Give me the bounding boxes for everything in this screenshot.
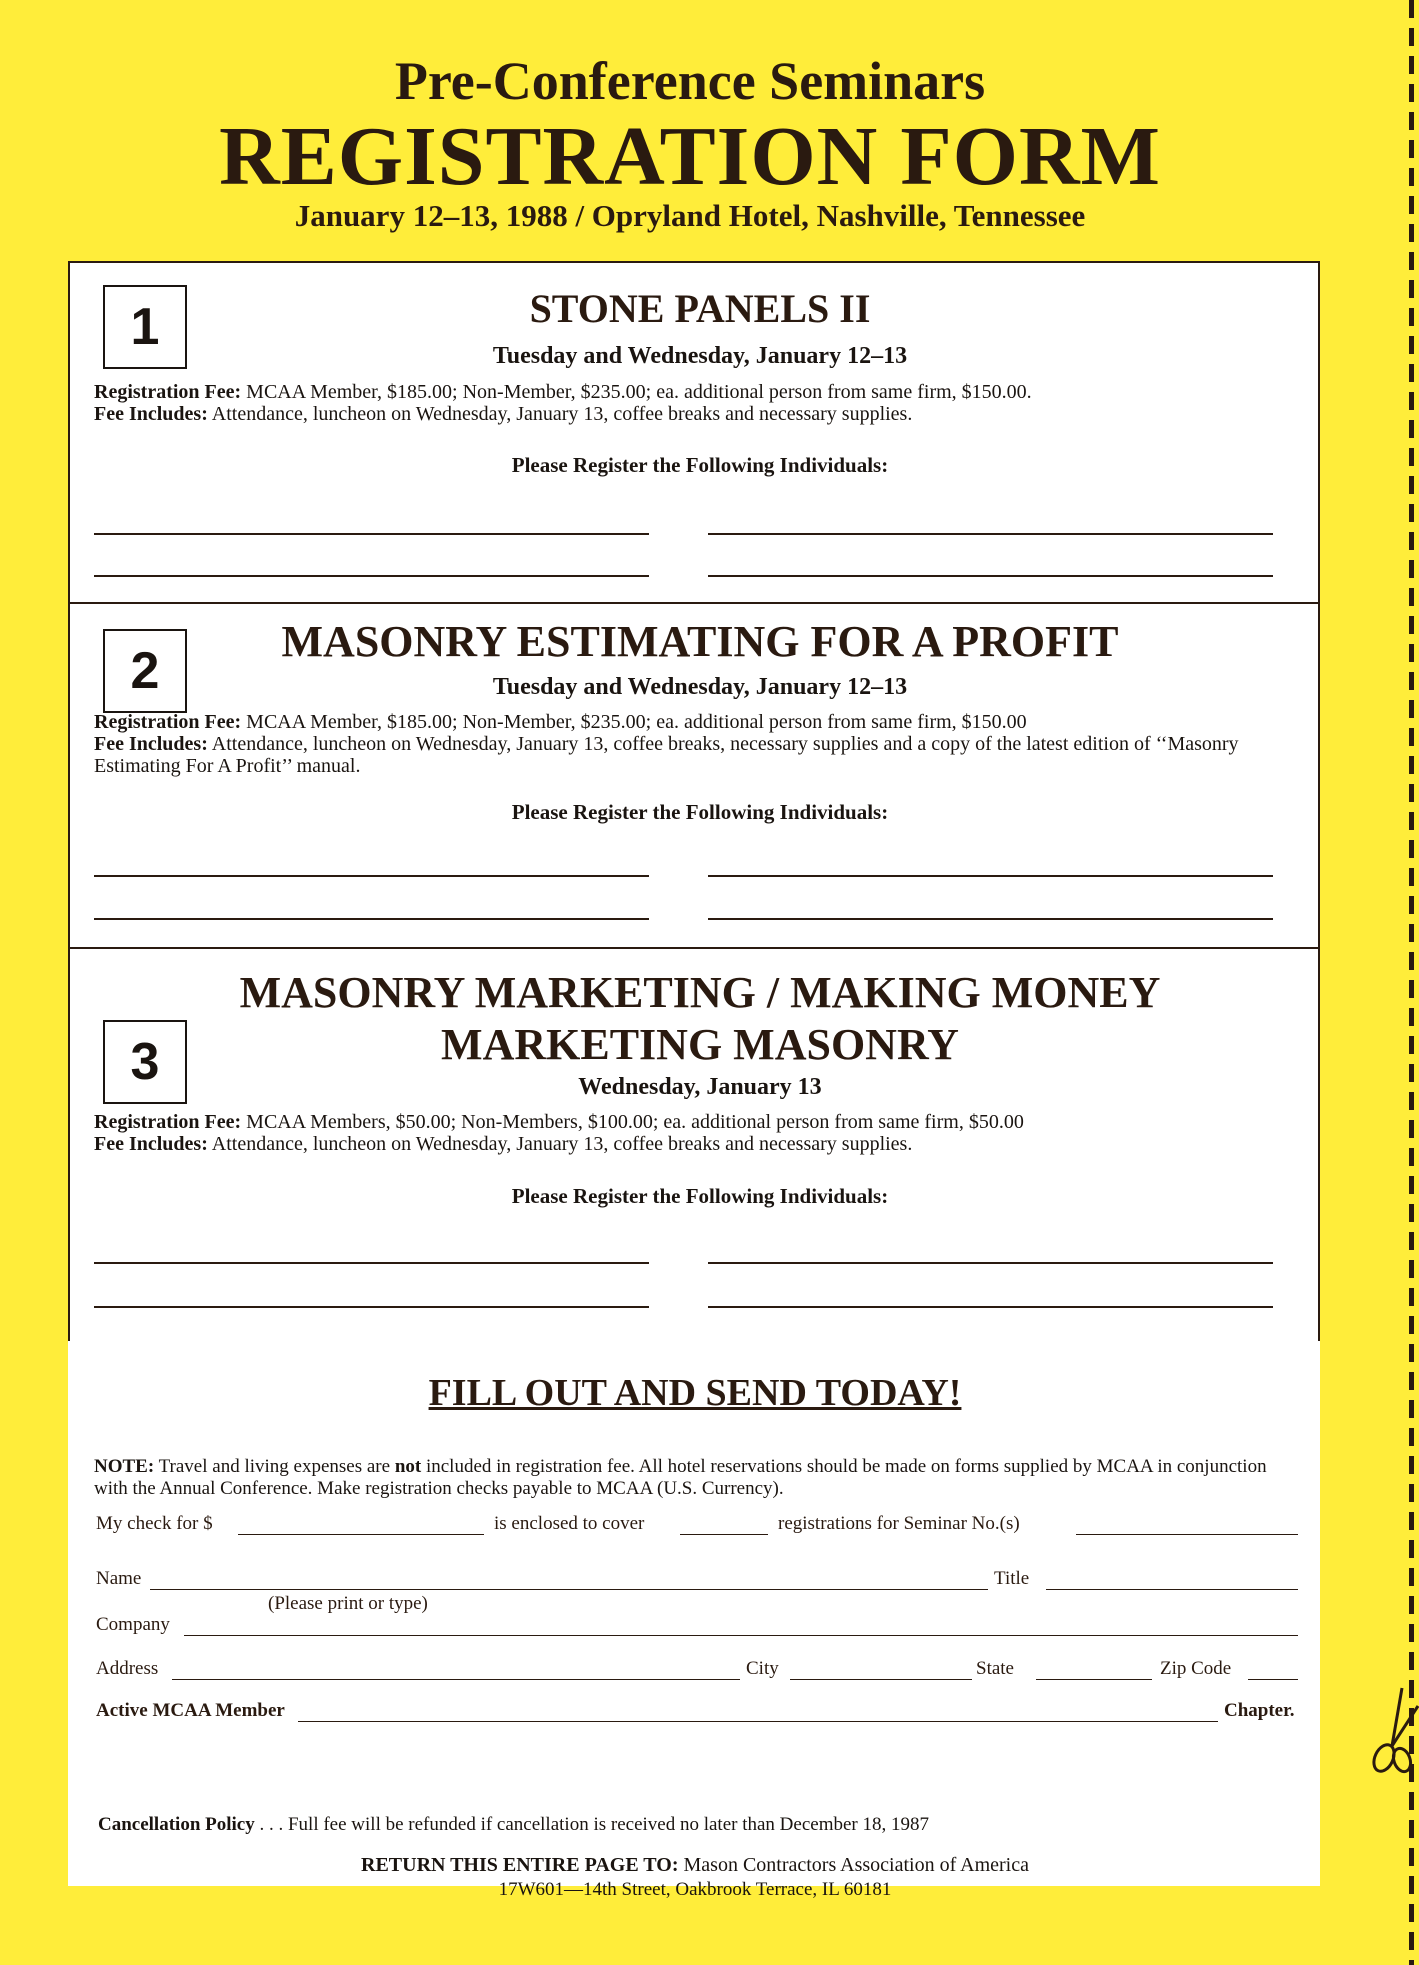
seminar-day: Tuesday and Wednesday, January 12–13 [492,674,908,700]
includes-label: Fee Includes: [94,1133,208,1155]
register-individuals-label: Please Register the Following Individuals: [511,453,889,477]
address-field[interactable] [172,1679,740,1680]
name-label: Name [96,1568,142,1589]
company-label: Company [96,1614,170,1635]
note-emphasis: not [394,1456,422,1477]
includes-value: Attendance, luncheon on Wednesday, January 13, coffee breaks and necessary supplies. [207,1133,913,1155]
chapter-label: Chapter. [1224,1700,1295,1721]
order-form-section [68,1341,1320,1900]
enclosed-label: is enclosed to cover [494,1513,645,1534]
fee-label: Registration Fee: [94,381,242,403]
fee-label: Registration Fee: [94,1111,242,1133]
zip-label: Zip Code [1160,1658,1232,1679]
attendee-line[interactable] [94,575,649,577]
title-field[interactable] [1046,1589,1298,1590]
state-field[interactable] [1036,1679,1152,1680]
name-field[interactable] [150,1589,988,1590]
address-label: Address [96,1658,159,1679]
attendee-line[interactable] [94,1262,649,1264]
return-instruction [70,1854,1320,1877]
note-text [94,1456,1304,1500]
seminar-fee-text [94,1111,1294,1155]
seminar-day: Tuesday and Wednesday, January 12–13 [492,343,908,369]
attendee-line[interactable] [708,575,1273,577]
registration-form [68,261,1318,1900]
chapter-field[interactable] [298,1721,1218,1722]
check-amount-label: My check for $ [96,1513,213,1534]
state-label: State [976,1658,1014,1679]
seminar-1-section [68,261,1320,605]
cancellation-policy [98,1814,929,1836]
seminar-title-line-2: MARKETING MASONRY [441,1020,959,1069]
return-organization: Mason Contractors Association of America [678,1854,1029,1876]
seminar-fee-text [94,711,1294,777]
return-address: 17W601—14th Street, Oakbrook Terrace, IL 60181 [498,1879,892,1900]
cancel-text: . . . Full fee will be refunded if cancellation is received no later than December 18, 1987 [254,1814,929,1835]
includes-value: Attendance, luncheon on Wednesday, January 13, coffee breaks, necessary supplies and a copy of the latest edition of ‘‘Masonry Estimating For A Profit’’ manual. [94,733,1239,777]
seminar-number-badge: 2 [103,629,187,713]
register-individuals-label: Please Register the Following Individuals: [511,800,889,824]
company-field[interactable] [184,1635,1298,1636]
register-individuals-label: Please Register the Following Individuals: [511,1184,889,1208]
seminar-title: STONE PANELS II [529,286,871,331]
active-member-label: Active MCAA Member [96,1700,285,1721]
fill-out-heading: FILL OUT AND SEND TODAY! [428,1372,962,1414]
seminar-title-line-1: MASONRY MARKETING / MAKING MONEY [239,968,1161,1017]
note-text-part: included in registration fee. All hotel reservations should be made on forms supplied by MCAA in conjunction with the Annual Conference. Make registration checks payable to MCAA (U.S. Currency). [94,1456,1267,1499]
attendee-line[interactable] [708,918,1273,920]
title-label: Title [994,1568,1030,1589]
fee-value: MCAA Member, $185.00; Non-Member, $235.00; ea. additional person from same firm, $150.00. [241,381,1032,403]
note-text-part: Travel and living expenses are [154,1456,395,1477]
attendee-line[interactable] [94,1306,649,1308]
scissors-icon [1362,1686,1419,1786]
seminar-number-label: registrations for Seminar No.(s) [778,1513,1020,1534]
registration-count-field[interactable] [680,1534,768,1535]
return-label: RETURN THIS ENTIRE PAGE TO: [361,1854,679,1876]
seminar-3-section [68,947,1320,1345]
perforated-cut-line [1409,0,1414,1965]
attendee-line[interactable] [708,533,1273,535]
seminar-number-badge: 1 [103,285,187,369]
city-label: City [746,1658,779,1679]
fee-value: MCAA Member, $185.00; Non-Member, $235.00; ea. additional person from same firm, $150.00 [241,711,1027,733]
seminar-title: MASONRY ESTIMATING FOR A PROFIT [281,617,1119,666]
includes-value: Attendance, luncheon on Wednesday, January 13, coffee breaks and necessary supplies. [207,403,913,425]
seminar-day: Wednesday, January 13 [578,1074,822,1100]
city-field[interactable] [790,1679,972,1680]
includes-label: Fee Includes: [94,733,208,755]
event-date-location: January 12–13, 1988 / Opryland Hotel, Nashville, Tennessee [294,198,1086,233]
seminar-2-section [68,602,1320,950]
attendee-line[interactable] [708,875,1273,877]
check-amount-field[interactable] [238,1534,484,1535]
page-subtitle: Pre-Conference Seminars [394,51,986,111]
attendee-line[interactable] [94,533,649,535]
cancel-label: Cancellation Policy [98,1814,255,1835]
attendee-line[interactable] [708,1306,1273,1308]
fee-value: MCAA Members, $50.00; Non-Members, $100.00; ea. additional person from same firm, $50.00 [241,1111,1024,1133]
zip-field[interactable] [1248,1679,1298,1680]
includes-label: Fee Includes: [94,403,208,425]
seminar-number-badge: 3 [103,1020,187,1104]
attendee-line[interactable] [94,875,649,877]
attendee-line[interactable] [708,1262,1273,1264]
fee-label: Registration Fee: [94,711,242,733]
seminar-number-field[interactable] [1076,1534,1298,1535]
seminar-fee-text [94,381,1294,425]
note-label: NOTE: [94,1456,155,1477]
page-title: REGISTRATION FORM [219,110,1161,203]
attendee-line[interactable] [94,918,649,920]
print-hint: (Please print or type) [268,1593,428,1614]
